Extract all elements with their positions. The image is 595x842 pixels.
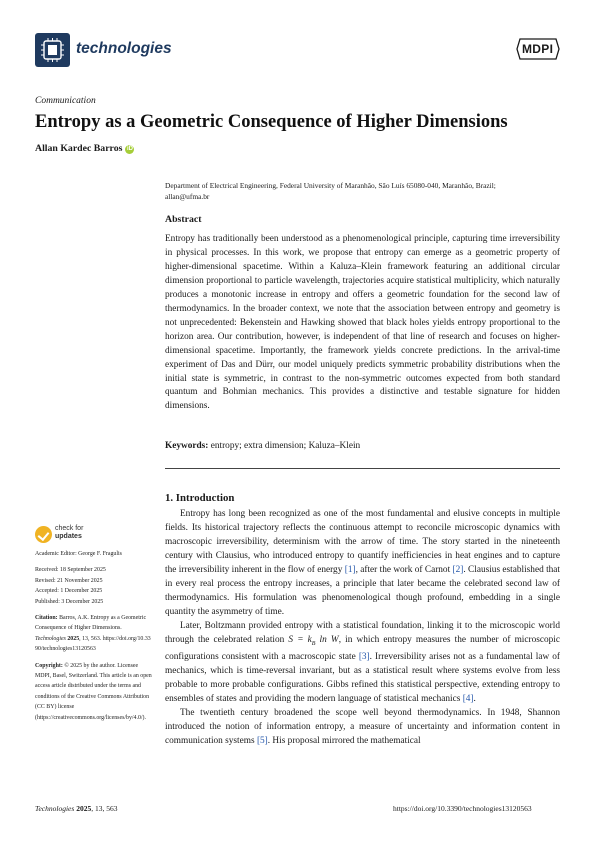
citation-link[interactable]: [3]: [358, 652, 370, 663]
citation-link[interactable]: [4]: [462, 694, 474, 705]
affiliation-email[interactable]: allan@ufma.br: [165, 191, 210, 201]
journal-logo-icon: [35, 33, 70, 67]
author-name: Allan Kardec Barros: [35, 143, 123, 154]
paragraph: Later, Boltzmann provided entropy with a statistical foundation, linking it to the microscopic world through the celebrated relation $S = k_B$ ln W, in which entropy measures the number of microscopic configurations consistent with a macroscopic state [3]. Irreversibility arises not as a fundamental law of mechanics, which is time-reversal invariant, but as a statistical result where systems evolve from less probable to more probable configurations. Gibbs refined this statistical perspective, extending entropy to ensembles of states and providing the modern language of statistical mechanics [4].: [165, 620, 560, 705]
check-updates-label: check for updates: [55, 525, 84, 540]
body-text: [165, 508, 560, 749]
published-date: Published: 3 December 2025: [35, 598, 104, 605]
article-type: Communication: [35, 96, 96, 106]
abstract-text: Entropy has traditionally been understood as a phenomenological principle, capturing time irreversibility in physical processes. In this work, we propose that entropy can emerge as a geometric property of higher-dimensional spacetime. Within a Kaluza–Klein framework featuring an additional circular dimension proportional to particle wavelength, trajectories acquire statistical multiplicity, which naturally produces a monotonic increase in entropy and offers a geometric foundation for the second law of thermodynamics. In the broader context, we note that the association between entropy and geometry is not unprecedented: Bekenstein and Hawking showed that black holes yields entropy proportional to the horizon area. Our contribution, however, is independent of that line of research and focuses on higher-dimensional spacetime. Importantly, the framework yields concrete predictions. In the arrival-time experiment of Das and Dürr, our model uniquely predicts symmetric probability distributions when the initial state is symmetric, in contrast to the non-symmetric outcomes expected from both standard quantum and Bohmian mechanics. This provides a distinctive and testable signature for hidden dimensions.: [165, 234, 560, 412]
paper-title: Entropy as a Geometric Consequence of Higher Dimensions: [35, 112, 508, 132]
check-icon: [35, 526, 52, 543]
formula: $S = k_B$ ln W: [288, 634, 339, 647]
revised-date: Revised: 21 November 2025: [35, 577, 103, 584]
citation-link[interactable]: [5]: [256, 736, 268, 747]
orcid-icon[interactable]: iD: [126, 146, 133, 152]
footer-citation: Technologies 2025, 13, 563: [35, 804, 118, 813]
publisher-name: MDPI: [522, 42, 554, 56]
section-heading: 1. Introduction: [165, 492, 235, 504]
academic-editor: Academic Editor: George F. Fragulis: [35, 551, 122, 557]
keywords: [165, 441, 360, 451]
citation-link[interactable]: [1]: [344, 564, 356, 575]
affiliation-line: Department of Electrical Engineering, Federal University of Maranhão, São Luís 65080-040, Maranhão, Brazil;: [165, 181, 496, 190]
keywords-label: Keywords:: [165, 441, 209, 451]
citation-doi-link[interactable]: https://doi.org/10.3390/technologies13120563: [35, 635, 151, 653]
copyright-block: Copyright: © 2025 by the author. Licensee MDPI, Basel, Switzerland. This article is an open access article distributed under the terms and conditions of the Creative Commons Attribution (CC BY) license (https://creativecommons.org/licenses/by/4.0/).: [35, 662, 152, 721]
author-line: [35, 143, 134, 154]
affiliation: [165, 181, 565, 202]
citation-link[interactable]: [2]: [452, 564, 464, 575]
keywords-text: entropy; extra dimension; Kaluza–Klein: [210, 441, 361, 451]
paragraph: Entropy has long been recognized as one of the most fundamental and elusive concepts in multiple fields. Its historical trajectory reflects the continuous attempt to reconcile microscopic dynamics with macroscopic irreversibility, determinism with the arrow of time. The story started in the nineteenth century with Clausius, who introduced entropy to quantify inefficiencies in heat engines and to capture the irreversibility inherent in the flow of energy [1], after the work of Carnot [2]. Clausius established that in every real process the entropy increases, a principle that later became the celebrated second law of thermodynamics. His formulation was phenomenological though profound, embedding in a single quantity the asymmetry of time.: [165, 509, 561, 617]
check-for-updates-button[interactable]: [35, 525, 105, 545]
footer-doi-link[interactable]: https://doi.org/10.3390/technologies13120563: [393, 804, 532, 813]
article-info-sidebar: [35, 549, 153, 729]
paragraph: The twentieth century broadened the scope well beyond thermodynamics. In 1948, Shannon introduced the notion of information entropy, a measure of uncertainty and information content in communication systems [5]. His proposal mirrored the mathematical: [165, 708, 560, 747]
received-date: Received: 18 September 2025: [35, 567, 106, 574]
citation-block: Citation: Barros, A.K. Entropy as a Geometric Consequence of Higher Dimensions. Technologies 2025, 13, 563. https://doi.org/10.3390/technologies13120563: [35, 615, 151, 653]
abstract-heading: Abstract: [165, 214, 202, 225]
divider: [165, 468, 560, 469]
journal-name[interactable]: technologies: [76, 40, 172, 57]
accepted-date: Accepted: 1 December 2025: [35, 588, 103, 595]
